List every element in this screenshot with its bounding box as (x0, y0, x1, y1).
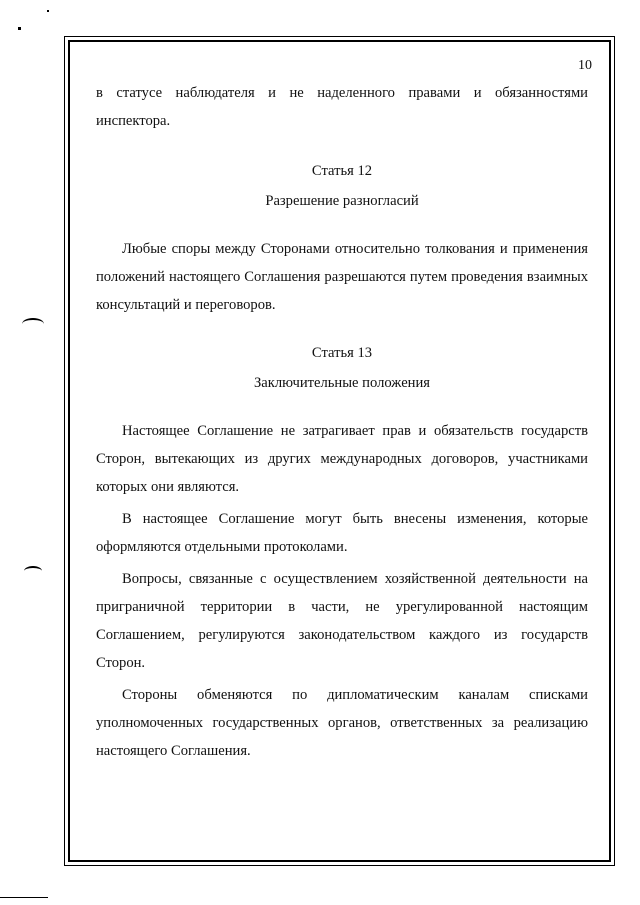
article-13-heading (96, 339, 588, 397)
article-12-title: Разрешение разногласий (265, 193, 419, 209)
article-12-number: Статья 12 (311, 163, 373, 179)
punch-hole-arc-top (22, 318, 44, 330)
page-number: 10 (578, 58, 592, 73)
article-12-heading (96, 157, 588, 215)
article-13-paragraph-1: Настоящее Соглашение не затрагивает прав и обязательств государств Сторон, вытекающих из других международных договоров, участниками которых они являются. (96, 423, 588, 495)
article-13-title: Заключительные положения (253, 375, 431, 391)
article-12-paragraph: Любые споры между Сторонами относительно толкования и применения положений настоящего Соглашения разрешаются путем проведения взаимных консультаций и переговоров. (96, 241, 588, 313)
article-13-body (96, 417, 588, 765)
article-13-paragraph-4: Стороны обменяются по дипломатическим каналам списками уполномоченных государственных органов, ответственных за реализацию настоящего Соглашения. (96, 687, 588, 759)
intro-line-1: в статусе наблюдателя и не наделенного правами и обязанностями (96, 85, 588, 101)
article-13-paragraph-2: В настоящее Соглашение могут быть внесены изменения, которые оформляются отдельными протоколами. (96, 511, 588, 555)
scan-speck (47, 10, 49, 12)
punch-hole-arc-bottom (24, 566, 42, 576)
article-13-number: Статья 13 (311, 345, 373, 361)
article-13-paragraph-3: Вопросы, связанные с осуществлением хозяйственной деятельности на приграничной территории в части, не урегулированной настоящим Соглашением, регулируются законодательством каждого из государств Сторон. (96, 571, 588, 671)
intro-continuation (96, 79, 588, 135)
intro-line-2: инспектора. (96, 113, 171, 129)
article-12-body (96, 235, 588, 319)
scan-edge-line (0, 897, 48, 898)
scan-speck (18, 27, 21, 30)
